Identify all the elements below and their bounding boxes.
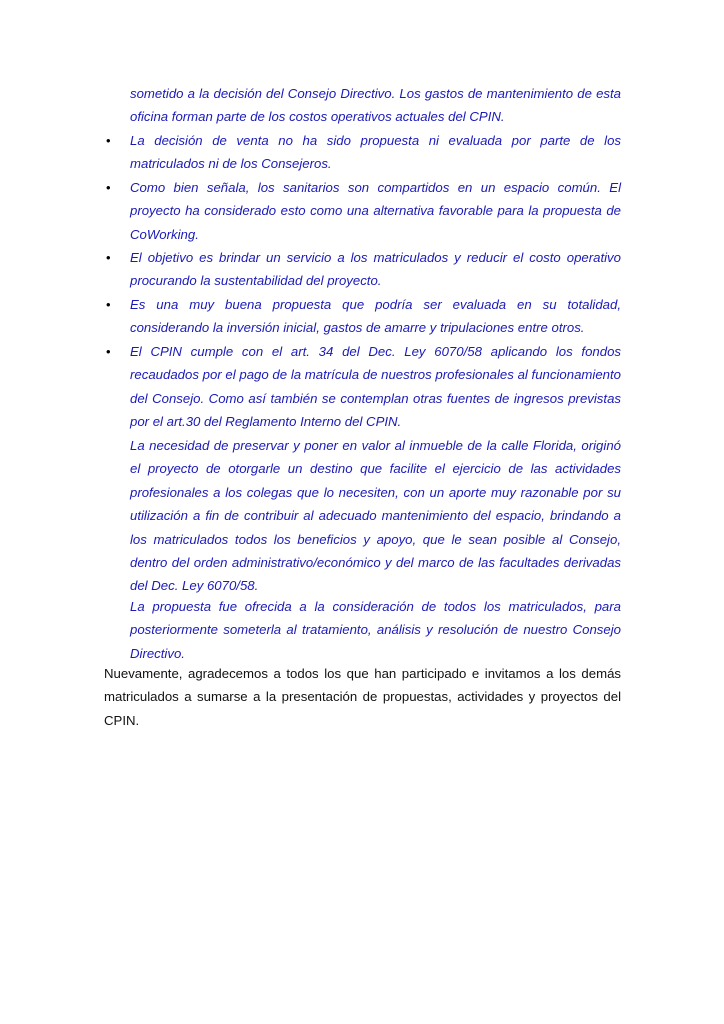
bullet-marker: • <box>106 250 111 265</box>
bullet-item-sale-decision: La decisión de venta no ha sido propuesta ni evaluada por parte de los matriculados ni de los Consejeros. <box>130 133 621 172</box>
bullet-marker: • <box>106 133 111 148</box>
bullet-item-sanitarios: Como bien señala, los sanitarios son compartidos en un espacio común. El proyecto ha considerado esto como una alternativa favorable para la propuesta de CoWorking. <box>130 180 621 242</box>
closing-paragraph: Nuevamente, agradecemos a todos los que han participado e invitamos a los demás matriculados a sumarse a la presentación de propuestas, actividades y proyectos del CPIN. <box>104 666 621 728</box>
paragraph-florida-building: La necesidad de preservar y poner en valor al inmueble de la calle Florida, originó el proyecto de otorgarle un destino que facilite el ejercicio de las actividades profesionales a los colegas que lo necesiten, con un aporte muy razonable por su utilización a fin de contribuir al adecuado mantenimiento del espacio, brindando a los matriculados todos los beneficios y apoyo, que le sean posible al Consejo, dentro del orden administrativo/económico y del marco de las facultades derivadas del Dec. Ley 6070/58. <box>130 438 621 594</box>
bullet-marker: • <box>106 297 111 312</box>
bullet-item-proposal-evaluation: Es una muy buena propuesta que podría ser evaluada en su totalidad, considerando la inversión inicial, gastos de amarre y tripulaciones entre otros. <box>130 297 621 336</box>
paragraph-proposal-consideration: La propuesta fue ofrecida a la consideración de todos los matriculados, para posteriormente someterla al tratamiento, análisis y resolución de nuestro Consejo Directivo. <box>130 599 621 661</box>
intro-continuation-text: sometido a la decisión del Consejo Directivo. Los gastos de mantenimiento de esta oficina forman parte de los costos operativos actuales del CPIN. <box>130 86 621 125</box>
bullet-marker: • <box>106 180 111 195</box>
bullet-marker: • <box>106 344 111 359</box>
bullet-item-objective: El objetivo es brindar un servicio a los matriculados y reducir el costo operativo procurando la sustentabilidad del proyecto. <box>130 250 621 289</box>
bullet-item-cpin-compliance: El CPIN cumple con el art. 34 del Dec. Ley 6070/58 aplicando los fondos recaudados por el pago de la matrícula de nuestros profesionales al funcionamiento del Consejo. Como así también se contemplan otras fuentes de ingresos previstas por el art.30 del Reglamento Interno del CPIN. <box>130 344 621 430</box>
